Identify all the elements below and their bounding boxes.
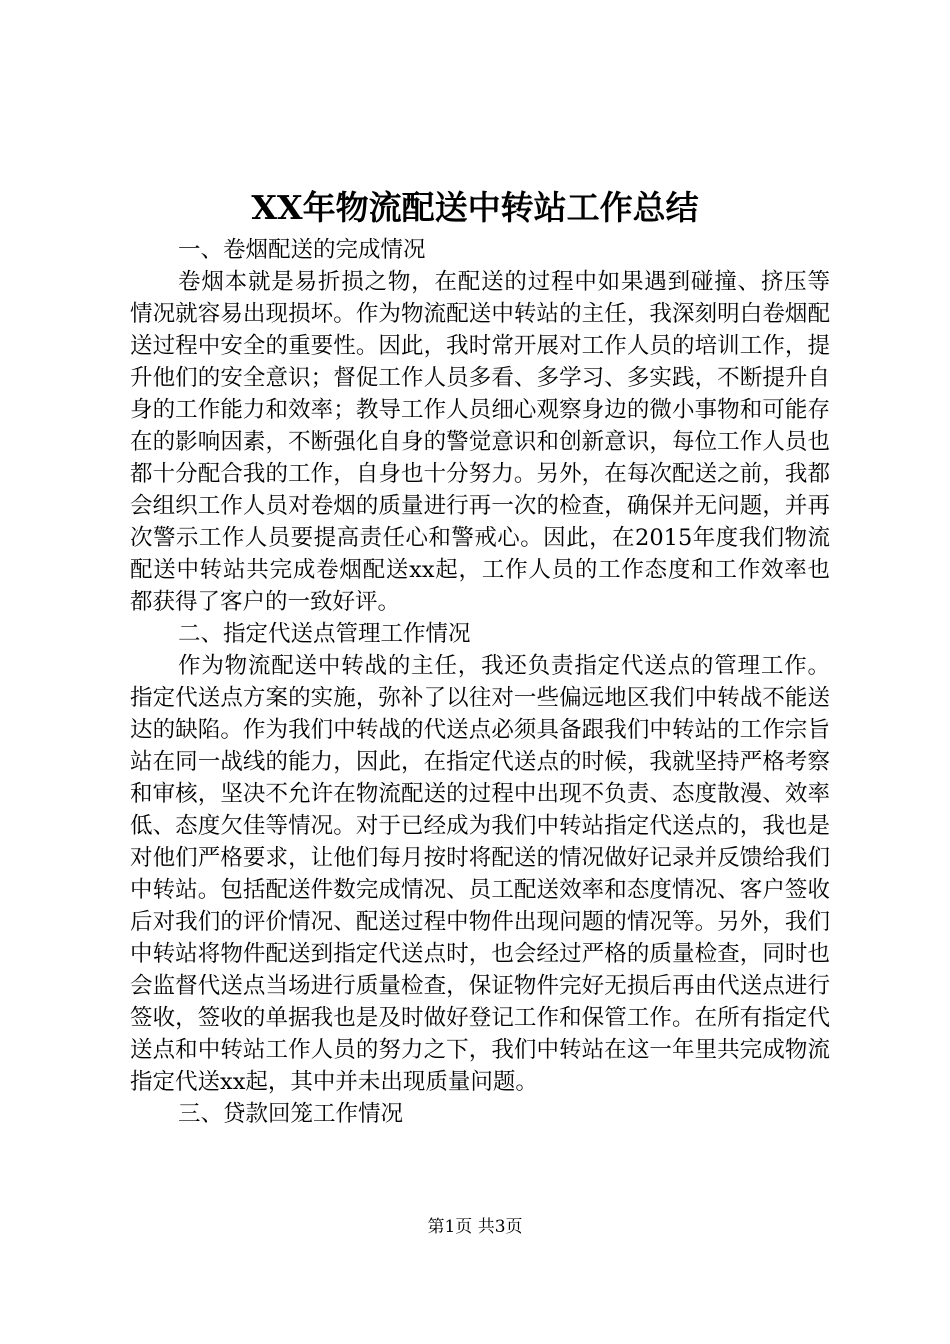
section-heading-1: 一、卷烟配送的完成情况 [178, 237, 426, 263]
section-paragraph-2: 作为物流配送中转战的主任，我还负责指定代送点的管理工作。指定代送点方案的实施，弥补了以往对一些偏远地区我们中转战不能送达的缺陷。作为我们中转战的代送点必须具备跟我们中转站的工作宗旨站在同一战线的能力，因此，在指定代送点的时候，我就坚持严格考察和审核，坚决不允许在物流配送的过程中出现不负责、态度散漫、效率低、态度欠佳等情况。对于已经成为我们中转站指定代送点的，我也是对他们严格要求，让他们每月按时将配送的情况做好记录并反馈给我们中转站。包括配送件数完成情况、员工配送效率和态度情况、客户签收后对我们的评价情况、配送过程中物件出现问题的情况等。另外，我们中转站将物件配送到指定代送点时，也会经过严格的质量检查，同时也会监督代送点当场进行质量检查，保证物件完好无损后再由代送点进行签收，签收的单据我也是及时做好登记工作和保管工作。在所有指定代送点和中转站工作人员的努力之下，我们中转站在这一年里共完成物流指定代送xx起，其中并未出现质量问题。 [130, 653, 830, 1095]
section-paragraph-1: 卷烟本就是易折损之物，在配送的过程中如果遇到碰撞、挤压等情况就容易出现损坏。作为物流配送中转站的主任，我深刻明白卷烟配送过程中安全的重要性。因此，我时常开展对工作人员的培训工作，提升他们的安全意识；督促工作人员多看、多学习、多实践，不断提升自身的工作能力和效率；教导工作人员细心观察身边的微小事物和可能存在的影响因素，不断强化自身的警觉意识和创新意识，每位工作人员也都十分配合我的工作，自身也十分努力。另外，在每次配送之前，我都会组织工作人员对卷烟的质量进行再一次的检查，确保并无问题，并再次警示工作人员要提高责任心和警戒心。因此，在2015年度我们物流配送中转站共完成卷烟配送xx起，工作人员的工作态度和工作效率也都获得了客户的一致好评。 [130, 269, 830, 615]
section-heading-3: 三、贷款回笼工作情况 [178, 1101, 404, 1127]
document-body [130, 234, 830, 1130]
page-number-footer: 第1页 共3页 [427, 1217, 523, 1237]
section-heading-2: 二、指定代送点管理工作情况 [178, 621, 471, 647]
document-title: XX年物流配送中转站工作总结 [251, 188, 699, 227]
